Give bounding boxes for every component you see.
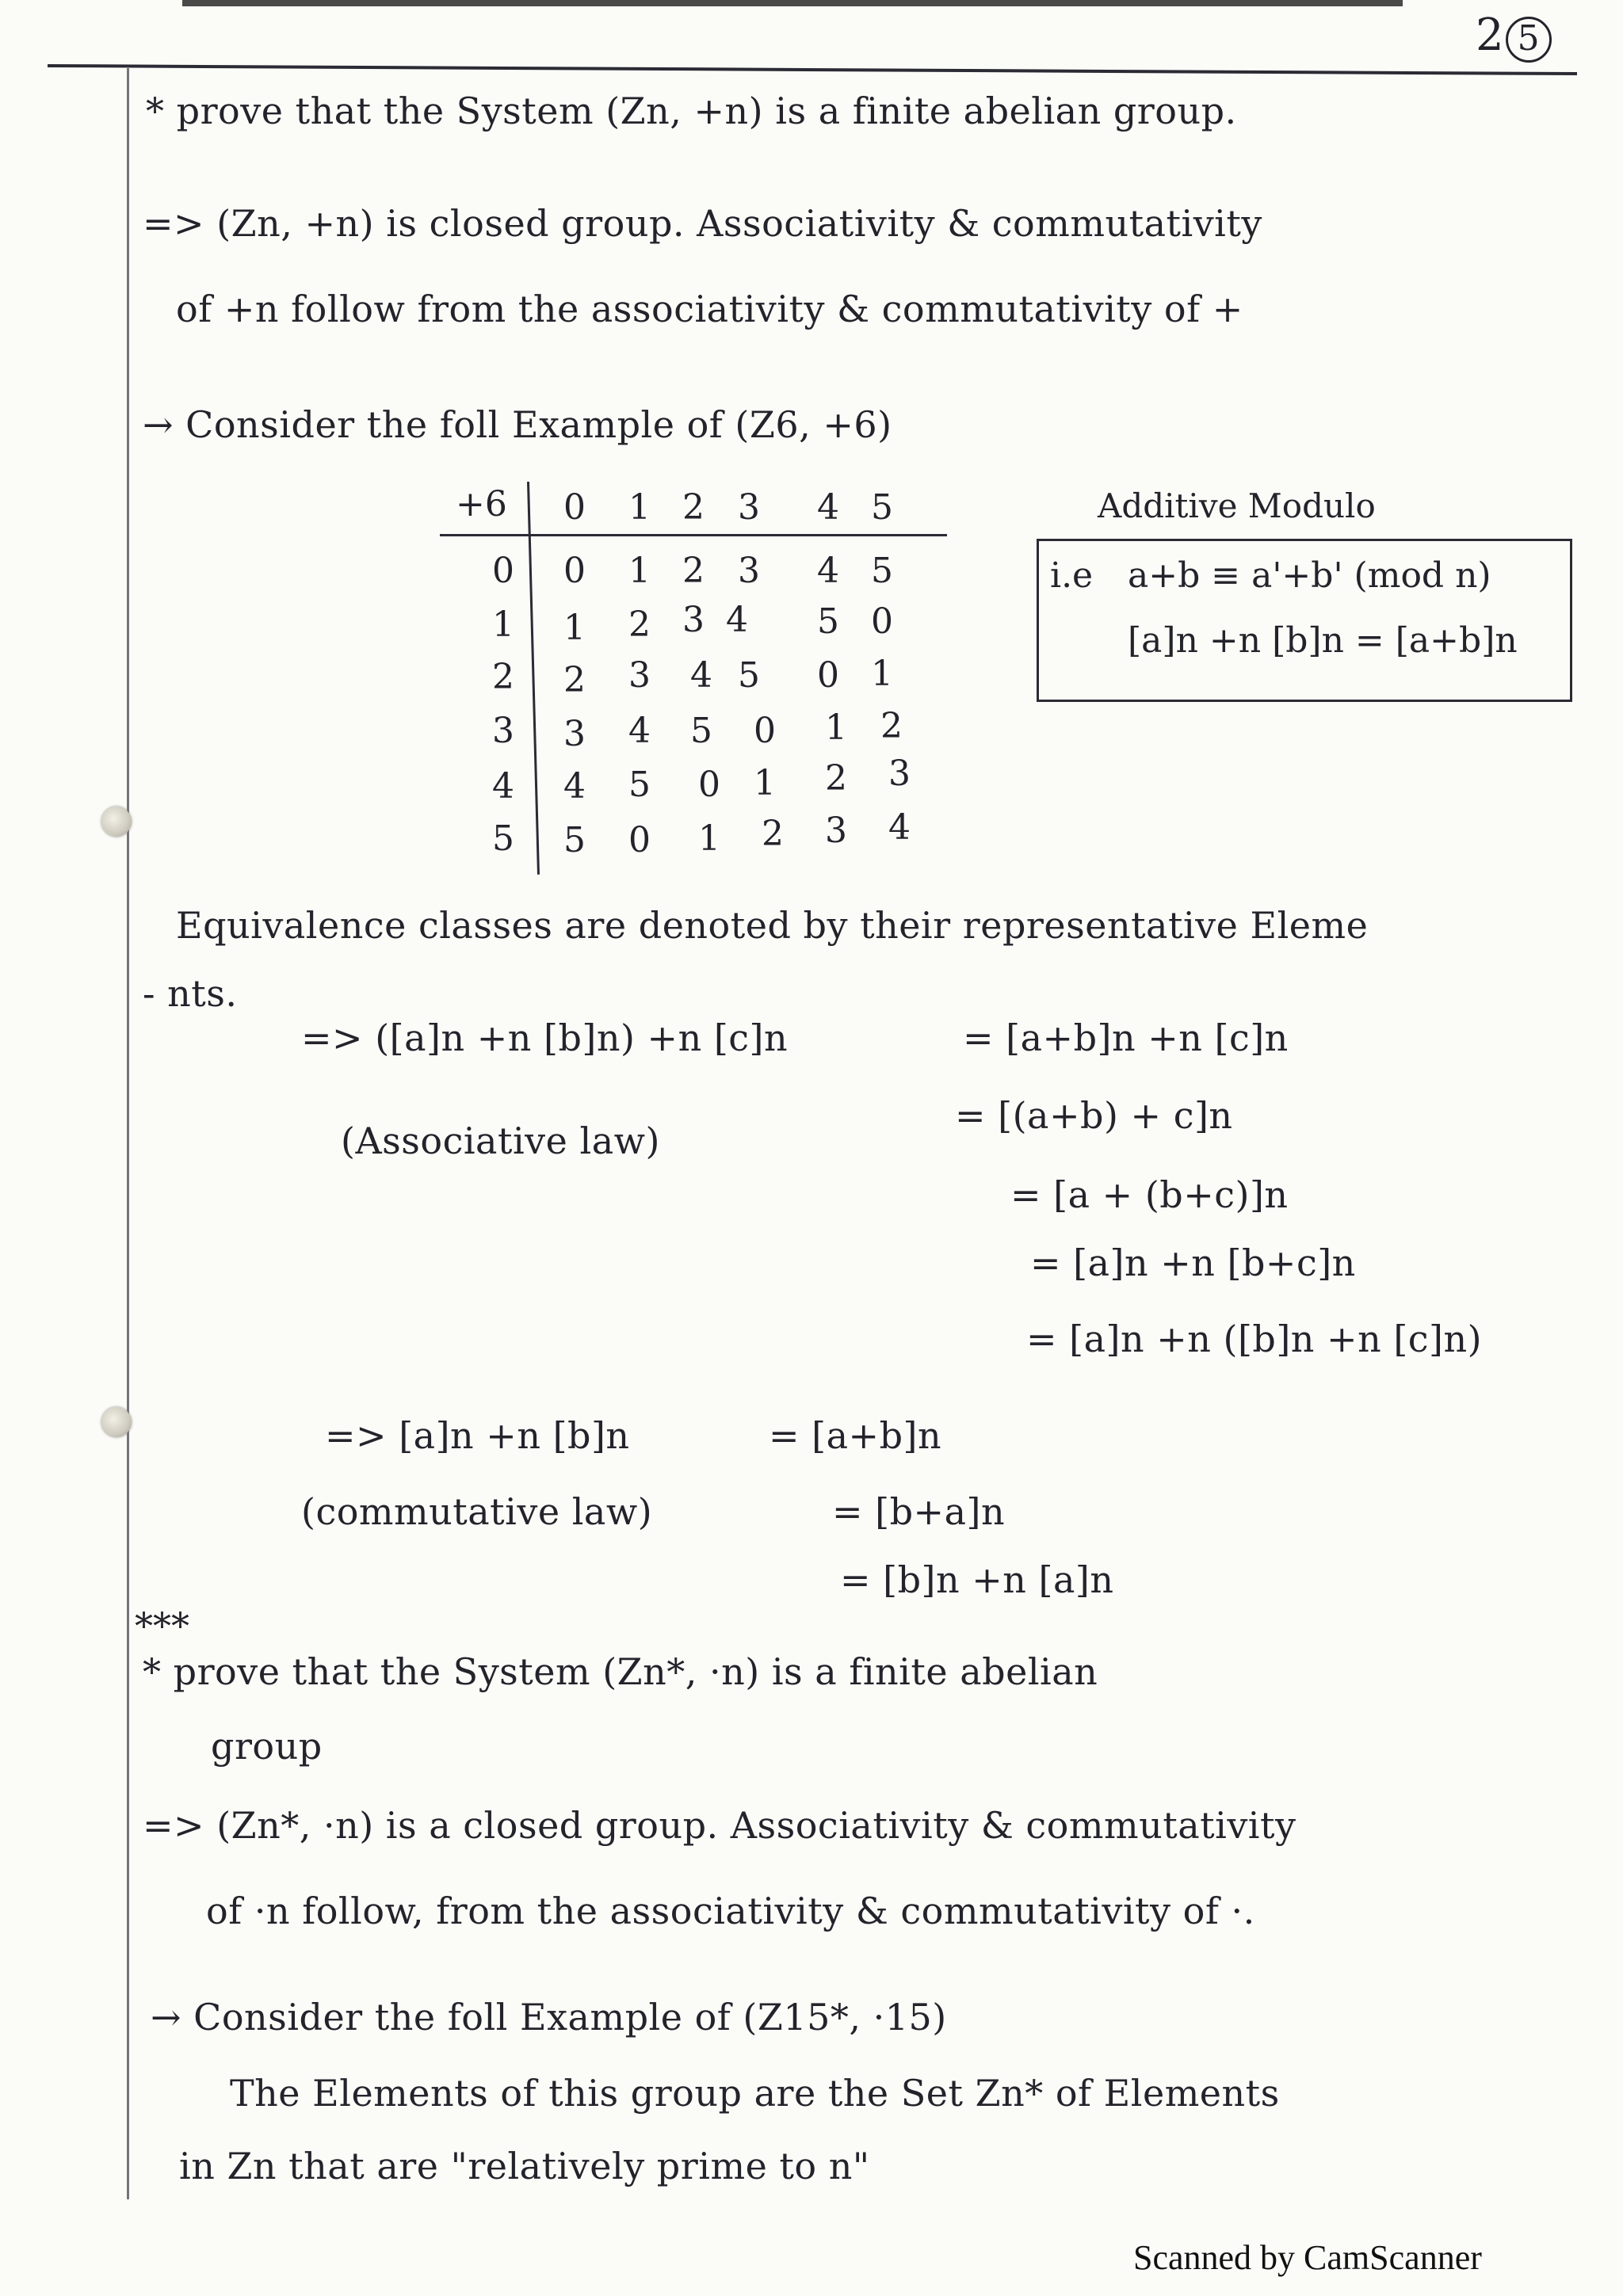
table-cell: 5 [690, 711, 712, 751]
box-line-1: a+b ≡ a'+b' (mod n) [1128, 555, 1491, 596]
addition-table [440, 482, 947, 875]
table-row-label: 5 [492, 818, 514, 859]
text-line-6: - nts. [143, 972, 238, 1015]
punch-hole [101, 1407, 132, 1437]
associative-law-label: (Associative law) [341, 1119, 660, 1162]
box-prefix: i.e [1050, 555, 1094, 596]
stars-mark: *** [135, 1604, 189, 1647]
box-line-2: [a]n +n [b]n = [a+b]n [1128, 620, 1518, 661]
table-cell: 1 [563, 608, 586, 648]
text-line-20: → Consider the foll Example of (Z15*, ·15) [151, 1996, 947, 2039]
box-title: Additive Modulo [1098, 486, 1376, 525]
commutative-law-label: (commutative law) [301, 1490, 653, 1533]
table-cell: 3 [563, 714, 586, 754]
margin-line [127, 68, 129, 2199]
table-cell: 1 [825, 707, 847, 748]
text-line-5: Equivalence classes are denoted by their representative Eleme [176, 904, 1369, 947]
associative-step-4: = [a]n +n [b+c]n [1030, 1241, 1356, 1284]
table-cell: 3 [825, 810, 847, 851]
table-cell: 5 [738, 655, 760, 696]
table-row-label: 3 [492, 711, 514, 751]
text-line-22: in Zn that are "relatively prime to n" [179, 2145, 870, 2187]
table-vertical-rule [527, 482, 540, 875]
associative-step-5: = [a]n +n ([b]n +n [c]n) [1026, 1318, 1483, 1360]
table-cell: 2 [628, 605, 651, 645]
text-line-2: => (Zn, +n) is closed group. Associativity & commutativity [143, 202, 1262, 245]
punch-hole [101, 807, 132, 837]
text-line-19: of ·n follow, from the associativity & commutativity of ·. [206, 1890, 1255, 1932]
table-cell: 2 [762, 814, 784, 854]
table-row-label: 0 [492, 551, 514, 591]
table-cell: 5 [563, 820, 586, 860]
page-number-circled: 5 [1506, 17, 1552, 63]
heading-line-2: * prove that the System (Zn*, ·n) is a finite abelian [143, 1650, 1098, 1693]
table-cell: 4 [726, 600, 748, 640]
table-header-cell: 4 [817, 487, 839, 528]
table-cell: 0 [817, 655, 839, 696]
table-cell: 3 [738, 551, 760, 591]
table-cell: 2 [880, 706, 903, 746]
table-cell: 2 [825, 758, 847, 799]
page-number-digit: 2 [1476, 10, 1504, 61]
commutative-step-3: = [b]n +n [a]n [840, 1558, 1114, 1601]
text-line-18: => (Zn*, ·n) is a closed group. Associativity & commutativity [143, 1804, 1296, 1847]
text-line-21: The Elements of this group are the Set Zn* of Elements [230, 2072, 1280, 2115]
scanner-watermark: Scanned by CamScanner [1133, 2238, 1482, 2277]
table-cell: 1 [871, 654, 893, 694]
table-cell: 3 [682, 600, 705, 640]
commutative-step-1: = [a+b]n [769, 1414, 942, 1457]
table-cell: 5 [817, 601, 839, 642]
table-cell: 3 [888, 753, 911, 794]
table-header-cell: 0 [563, 487, 586, 528]
text-line-3: of +n follow from the associativity & commutativity of + [176, 288, 1243, 330]
table-cell: 4 [563, 766, 586, 807]
table-cell: 0 [628, 820, 651, 860]
table-horizontal-rule [440, 534, 947, 536]
commutative-lhs: => [a]n +n [b]n [325, 1414, 630, 1457]
table-cell: 3 [628, 655, 651, 696]
table-header-cell: 2 [682, 487, 705, 528]
table-cell: 0 [871, 601, 893, 642]
top-edge-shadow [182, 0, 1403, 6]
table-cell: 1 [754, 763, 776, 803]
table-header-cell: 1 [628, 487, 651, 528]
table-cell: 4 [690, 655, 712, 696]
table-cell: 0 [754, 711, 776, 751]
table-cell: 1 [698, 818, 720, 859]
table-row-label: 4 [492, 766, 514, 807]
associative-step-3: = [a + (b+c)]n [1010, 1173, 1289, 1216]
table-cell: 0 [698, 765, 720, 805]
associative-step-1: = [a+b]n +n [c]n [963, 1016, 1289, 1059]
heading-line-1: * prove that the System (Zn, +n) is a finite abelian group. [146, 90, 1237, 132]
table-cell: 4 [628, 711, 651, 751]
table-row-label: 2 [492, 657, 514, 697]
table-operator: +6 [456, 484, 507, 524]
table-cell: 5 [628, 765, 651, 805]
table-cell: 4 [817, 551, 839, 591]
additive-modulo-box [1037, 539, 1572, 702]
header-rule [48, 64, 1577, 75]
commutative-step-2: = [b+a]n [832, 1490, 1006, 1533]
table-cell: 2 [563, 660, 586, 700]
table-header-cell: 5 [871, 487, 893, 528]
table-cell: 2 [682, 551, 705, 591]
table-cell: 4 [888, 807, 911, 848]
table-cell: 1 [628, 551, 651, 591]
associative-step-2: = [(a+b) + c]n [955, 1094, 1233, 1137]
text-line-4: → Consider the foll Example of (Z6, +6) [143, 403, 892, 446]
associative-lhs: => ([a]n +n [b]n) +n [c]n [301, 1016, 789, 1059]
text-line-17: group [211, 1725, 323, 1768]
page-number [1476, 10, 1552, 63]
table-cell: 0 [563, 551, 586, 591]
table-header-cell: 3 [738, 487, 760, 528]
table-cell: 5 [871, 551, 893, 591]
table-row-label: 1 [492, 605, 514, 645]
